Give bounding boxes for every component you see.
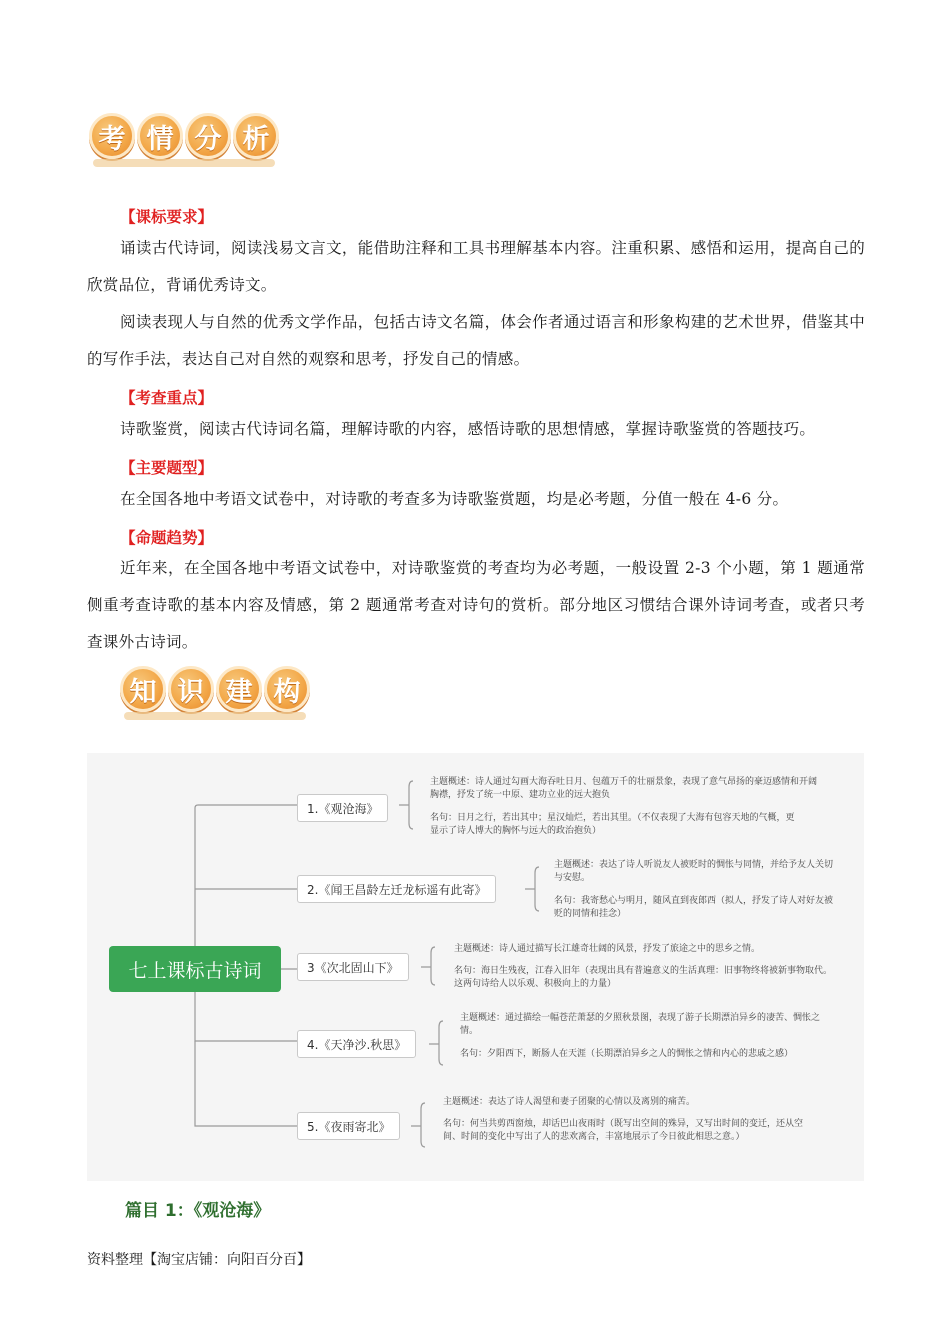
- node-theme-note: 主题概述：表达了诗人听说友人被贬时的惆怅与同情，并给予友人关切与安慰。: [554, 860, 834, 883]
- node-theme-note: 主题概述：通过描绘一幅苍茫萧瑟的夕照秋景图，表现了游子长期漂泊异乡的凄苦、惆怅之情。: [460, 1013, 821, 1036]
- node-theme-note: 主题概述：诗人通过描写长江雄奇壮阔的风景，抒发了旅途之中的思乡之情。: [454, 944, 761, 954]
- node-quote-note: 名句：海日生残夜，江春入旧年（表现出具有普遍意义的生活真理：旧事物终将被新事物取代。这两句诗给人以乐观、积极向上的力量）: [454, 966, 833, 989]
- mind-map-node: 3《次北固山下》: [297, 953, 409, 981]
- node-theme-note: 主题概述：表达了诗人渴望和妻子团聚的心情以及离别的痛苦。: [443, 1097, 696, 1107]
- node-quote-note: 名句：何当共剪西窗烛，却话巴山夜雨时（既写出空间的殊异，又写出时间的变迁，还从空间、时间的变化中写出了人的悲欢离合，丰富地展示了今日彼此相思之意。）: [443, 1119, 804, 1142]
- heading-focus: 【考查重点】: [120, 389, 214, 407]
- banner-char: 识: [168, 666, 214, 712]
- heading-trend: 【命题趋势】: [120, 529, 214, 547]
- paragraph-focus: 诗歌鉴赏，阅读古代诗词名篇，理解诗歌的内容，感悟诗歌的思想情感，掌握诗歌鉴赏的答题技巧。: [120, 420, 816, 438]
- mind-map-root: 七上课标古诗词: [109, 946, 281, 992]
- banner-char: 考: [89, 113, 135, 159]
- paragraph-curriculum-1: 诵读古代诗词，阅读浅易文言文，能借助注释和工具书理解基本内容。注重积累、感悟和运用，提高自己的欣赏品位，背诵优秀诗文。: [87, 239, 865, 294]
- banner-char: 构: [264, 666, 310, 712]
- banner-char: 析: [233, 113, 279, 159]
- mind-map: [87, 753, 864, 1181]
- mind-map-node: 5.《夜雨寄北》: [297, 1112, 400, 1140]
- banner-char: 分: [185, 113, 231, 159]
- mind-map-node: 2.《闻王昌龄左迁龙标遥有此寄》: [297, 875, 496, 903]
- banner-char: 知: [120, 666, 166, 712]
- banner-char: 情: [137, 113, 183, 159]
- section-banner-knowledge: [120, 666, 310, 712]
- node-quote-note: 名句：日月之行，若出其中；星汉灿烂，若出其里。（不仅表现了大海有包容天地的气概，更显示了诗人博大的胸怀与远大的政治抱负）: [430, 813, 795, 836]
- node-theme-note: 主题概述：诗人通过勾画大海吞吐日月、包蕴万千的壮丽景象，表现了意气昂扬的豪迈感情和开阔胸襟，抒发了统一中原、建功立业的远大抱负: [430, 777, 818, 800]
- paragraph-trend: 近年来，在全国各地中考语文试卷中，对诗歌鉴赏的考查均为必考题，一般设置 2-3 个小题，第 1 题通常侧重考查诗歌的基本内容及情感，第 2 题通常考查对诗句的赏析。部分地区习惯结合课外诗词考查，或者只考查课外古诗词。: [87, 559, 865, 651]
- node-quote-note: 名句：夕阳西下，断肠人在天涯（长期漂泊异乡之人的惆怅之情和内心的悲戚之感）: [460, 1049, 794, 1059]
- node-quote-note: 名句：我寄愁心与明月，随风直到夜郎西（拟人，抒发了诗人对好友被贬的同情和挂念）: [554, 896, 834, 919]
- subsection-title: 篇目 1：《观沧海》: [125, 1201, 271, 1221]
- banner-underline: [124, 712, 306, 720]
- paragraph-question-type: 在全国各地中考语文试卷中，对诗歌的考查多为诗歌鉴赏题，均是必考题，分值一般在 4-6 分。: [120, 490, 789, 508]
- mind-map-node: 1.《观沧海》: [297, 794, 388, 822]
- mind-map-node: 4.《天净沙.秋思》: [297, 1030, 416, 1058]
- heading-curriculum: 【课标要求】: [120, 208, 214, 226]
- banner-underline: [93, 159, 275, 167]
- heading-question-type: 【主要题型】: [120, 459, 214, 477]
- paragraph-curriculum-2: 阅读表现人与自然的优秀文学作品，包括古诗文名篇，体会作者通过语言和形象构建的艺术世界，借鉴其中的写作手法，表达自己对自然的观察和思考，抒发自己的情感。: [87, 313, 865, 368]
- page-footer: 资料整理【淘宝店铺：向阳百分百】: [87, 1252, 311, 1268]
- section-banner-analysis: [89, 113, 279, 159]
- banner-char: 建: [216, 666, 262, 712]
